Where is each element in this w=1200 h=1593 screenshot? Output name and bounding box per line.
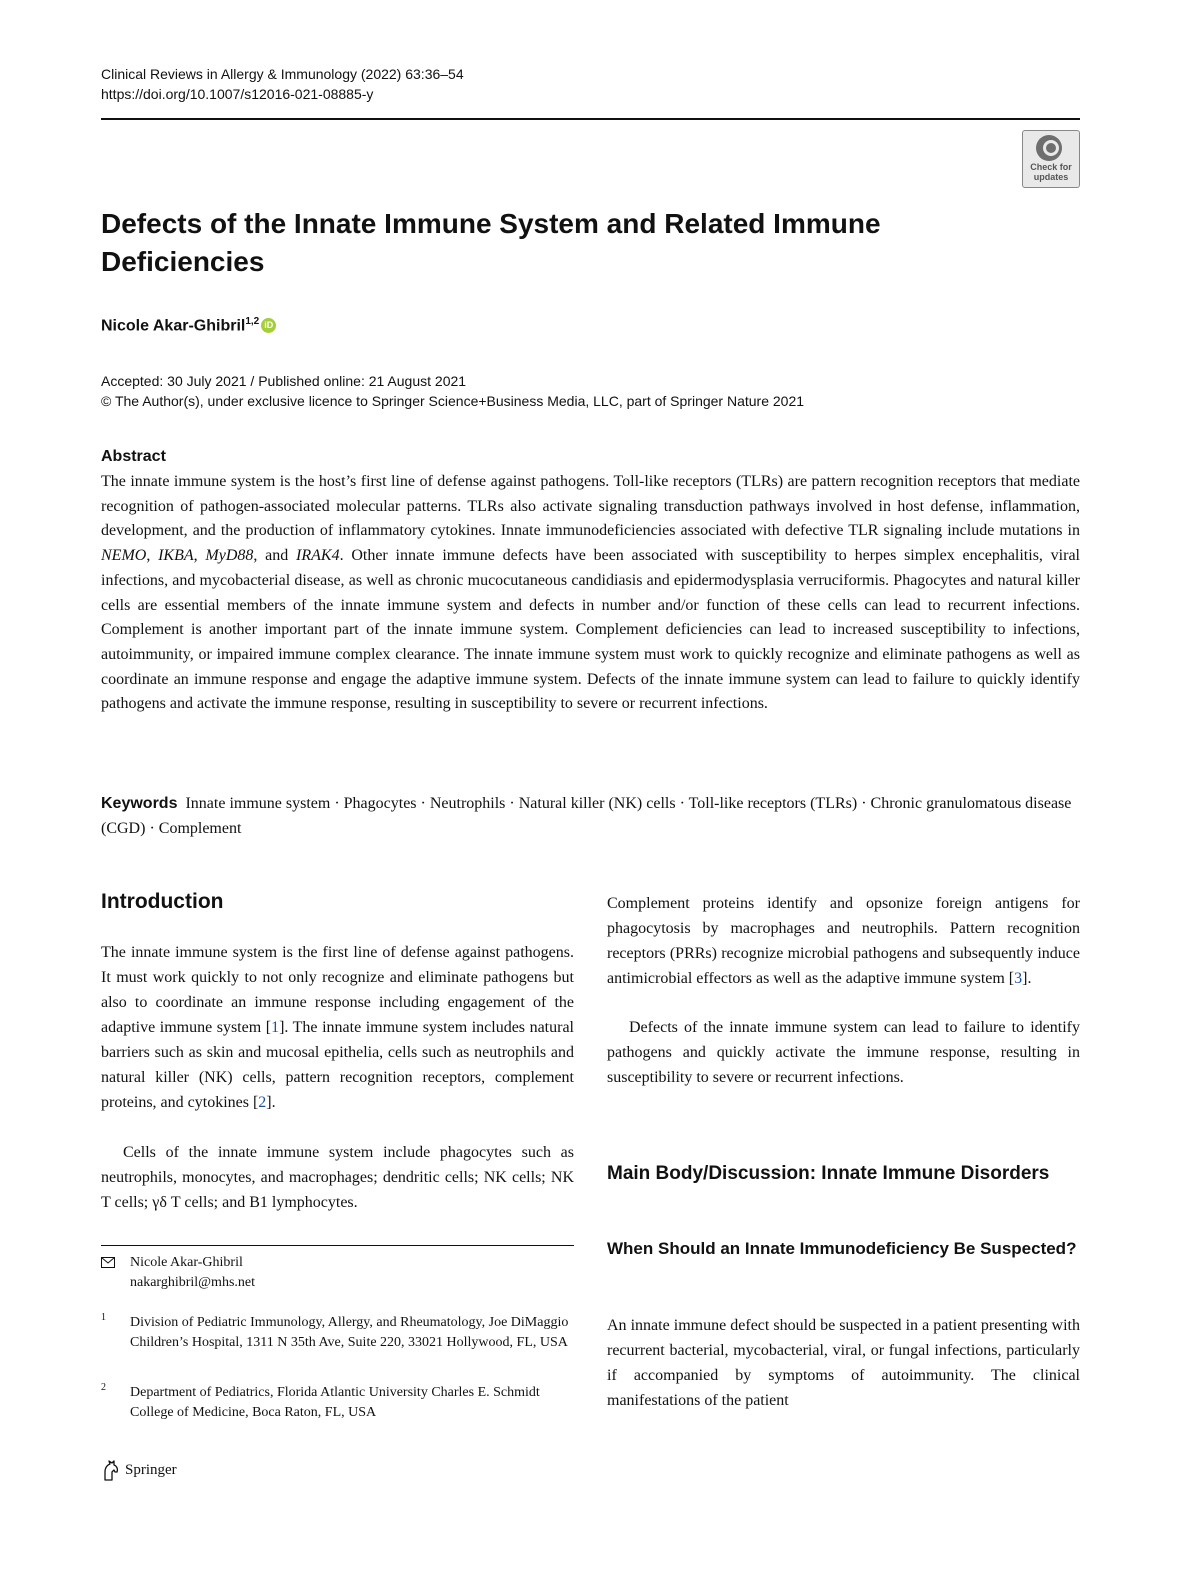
main-body-paragraph-1: An innate immune defect should be suspected in a patient presenting with recurrent bacterial, mycobacterial, viral, or fungal infections, particularly if accompanied by symptoms of autoimmunity. The clinical manifestations of the patient: [607, 1317, 1080, 1409]
check-for-updates-label: Check for updates: [1030, 162, 1072, 182]
abstract-text: The innate immune system is the host’s first line of defense against pathogens. Toll-like receptors (TLRs) are pattern recognition receptors that mediate recognition of pathogen-associated molecular patterns. TLRs also activate signaling transduction pathways involved in host defense, inflammation, development, and the production of inflammatory cytokines. Innate immunodeficiencies associated with defective TLR signaling include mutations in NEMO, IKBA, MyD88, and IRAK4. Other innate immune defects have been associated with susceptibility to herpes simplex encephalitis, viral infections, and mycobacterial disease, as well as chronic mucocutaneous candidiasis and epidermodysplasia verruciformis. Phagocytes and natural killer cells are essential members of the innate immune system and defects in number and/or function of these cells can lead to recurrent infections. Complement is another important part of the innate immune system. Complement deficiencies can lead to increased susceptibility to infections, autoimmunity, or impaired immune complex clearance. The innate immune system must work to quickly recognize and eliminate pathogens as well as coordinate an immune response and engage the adaptive immune system. Defects of the innate immune system can lead to failure to quickly identify pathogens and activate the immune response, resulting in susceptibility to severe or recurrent infections.: [101, 473, 1081, 713]
orcid-icon[interactable]: iD: [261, 318, 276, 333]
journal-header: [101, 64, 464, 104]
affiliation-1: Division of Pediatric Immunology, Allergy, and Rheumatology, Joe DiMaggio Children’s Hospital, 1311 N 35th Ave, Suite 220, 33021 Hollywood, FL, USA: [130, 1315, 569, 1350]
author-line: [101, 311, 276, 337]
journal-citation: Clinical Reviews in Allergy & Immunology (2022) 63:36–54: [101, 66, 464, 82]
article-dates: Accepted: 30 July 2021 / Published online: 21 August 2021: [101, 373, 467, 389]
introduction-paragraph-1: The innate immune system is the first line of defense against pathogens. It must work quickly to not only recognize and eliminate pathogens but also to coordinate an immune response including engagement of the adaptive immune system [1]. The innate immune system includes natural barriers such as skin and mucosal epithelia, cells such as neutrophils and natural killer (NK) cells, pattern recognition receptors, complement proteins, and cytokines [2].: [101, 944, 574, 1111]
update-check-icon: [1036, 135, 1062, 161]
gene-ikba: IKBA: [158, 547, 194, 565]
gene-myd88: MyD88: [205, 547, 254, 565]
affiliation-1-number: 1: [101, 1312, 106, 1323]
affiliation-2-number: 2: [101, 1382, 106, 1393]
reference-link-2[interactable]: 2: [258, 1094, 267, 1111]
abstract-heading: Abstract: [101, 448, 166, 465]
reference-link-3[interactable]: 3: [1014, 970, 1023, 987]
footnote-rule: [101, 1245, 574, 1246]
gene-irak4: IRAK4: [296, 547, 340, 565]
doi-link[interactable]: https://doi.org/10.1007/s12016-021-08885-y: [101, 86, 374, 102]
introduction-paragraph-2: Cells of the innate immune system include phagocytes such as neutrophils, monocytes, and macrophages; dendritic cells; NK cells; NK T cells; γδ T cells; and B1 lymphocytes.: [101, 1144, 574, 1211]
copyright-line: © The Author(s), under exclusive licence to Springer Science+Business Media, LLC, part of Springer Nature 2021: [101, 393, 805, 409]
introduction-paragraph-4: Defects of the innate immune system can lead to failure to identify pathogens and quickly activate the immune response, resulting in susceptibility to severe or recurrent infections.: [607, 1019, 1080, 1086]
publisher-logo: [101, 1458, 177, 1482]
keywords-list: Innate immune system · Phagocytes · Neutrophils · Natural killer (NK) cells · Toll-like receptors (TLRs) · Chronic granulomatous disease (CGD) · Complement: [101, 795, 1072, 837]
envelope-icon: [101, 1257, 115, 1268]
author-affiliation-marks[interactable]: 1,2: [245, 316, 260, 327]
main-body-heading: Main Body/Discussion: Innate Immune Disorders: [607, 1163, 1050, 1184]
innate-suspicion-subheading: When Should an Innate Immunodeficiency Be Suspected?: [607, 1239, 1077, 1258]
springer-horse-icon: [101, 1459, 120, 1481]
article-title: Defects of the Innate Immune System and Related Immune Deficiencies: [101, 208, 881, 277]
keywords: [101, 791, 1080, 841]
publication-info: [101, 371, 804, 411]
corresponding-author-email[interactable]: nakarghibril@mhs.net: [130, 1275, 256, 1290]
gene-nemo: NEMO: [101, 547, 147, 565]
affiliation-2: Department of Pediatrics, Florida Atlantic University Charles E. Schmidt College of Medicine, Boca Raton, FL, USA: [130, 1385, 540, 1420]
keywords-label: Keywords: [101, 795, 178, 812]
reference-link-1[interactable]: 1: [271, 1019, 280, 1036]
corresponding-author-name: Nicole Akar-Ghibril: [130, 1255, 243, 1270]
introduction-heading: Introduction: [101, 890, 224, 913]
check-for-updates-badge[interactable]: [1022, 130, 1080, 188]
publisher-name: Springer: [125, 1462, 177, 1478]
introduction-paragraph-3: Complement proteins identify and opsonize foreign antigens for phagocytosis by macrophages and neutrophils. Pattern recognition receptors (PRRs) recognize microbial pathogens and subsequently induce antimicrobial effectors as well as the adaptive immune system [3].: [607, 895, 1080, 987]
header-rule: [101, 118, 1080, 120]
author-name[interactable]: Nicole Akar-Ghibril: [101, 317, 246, 335]
